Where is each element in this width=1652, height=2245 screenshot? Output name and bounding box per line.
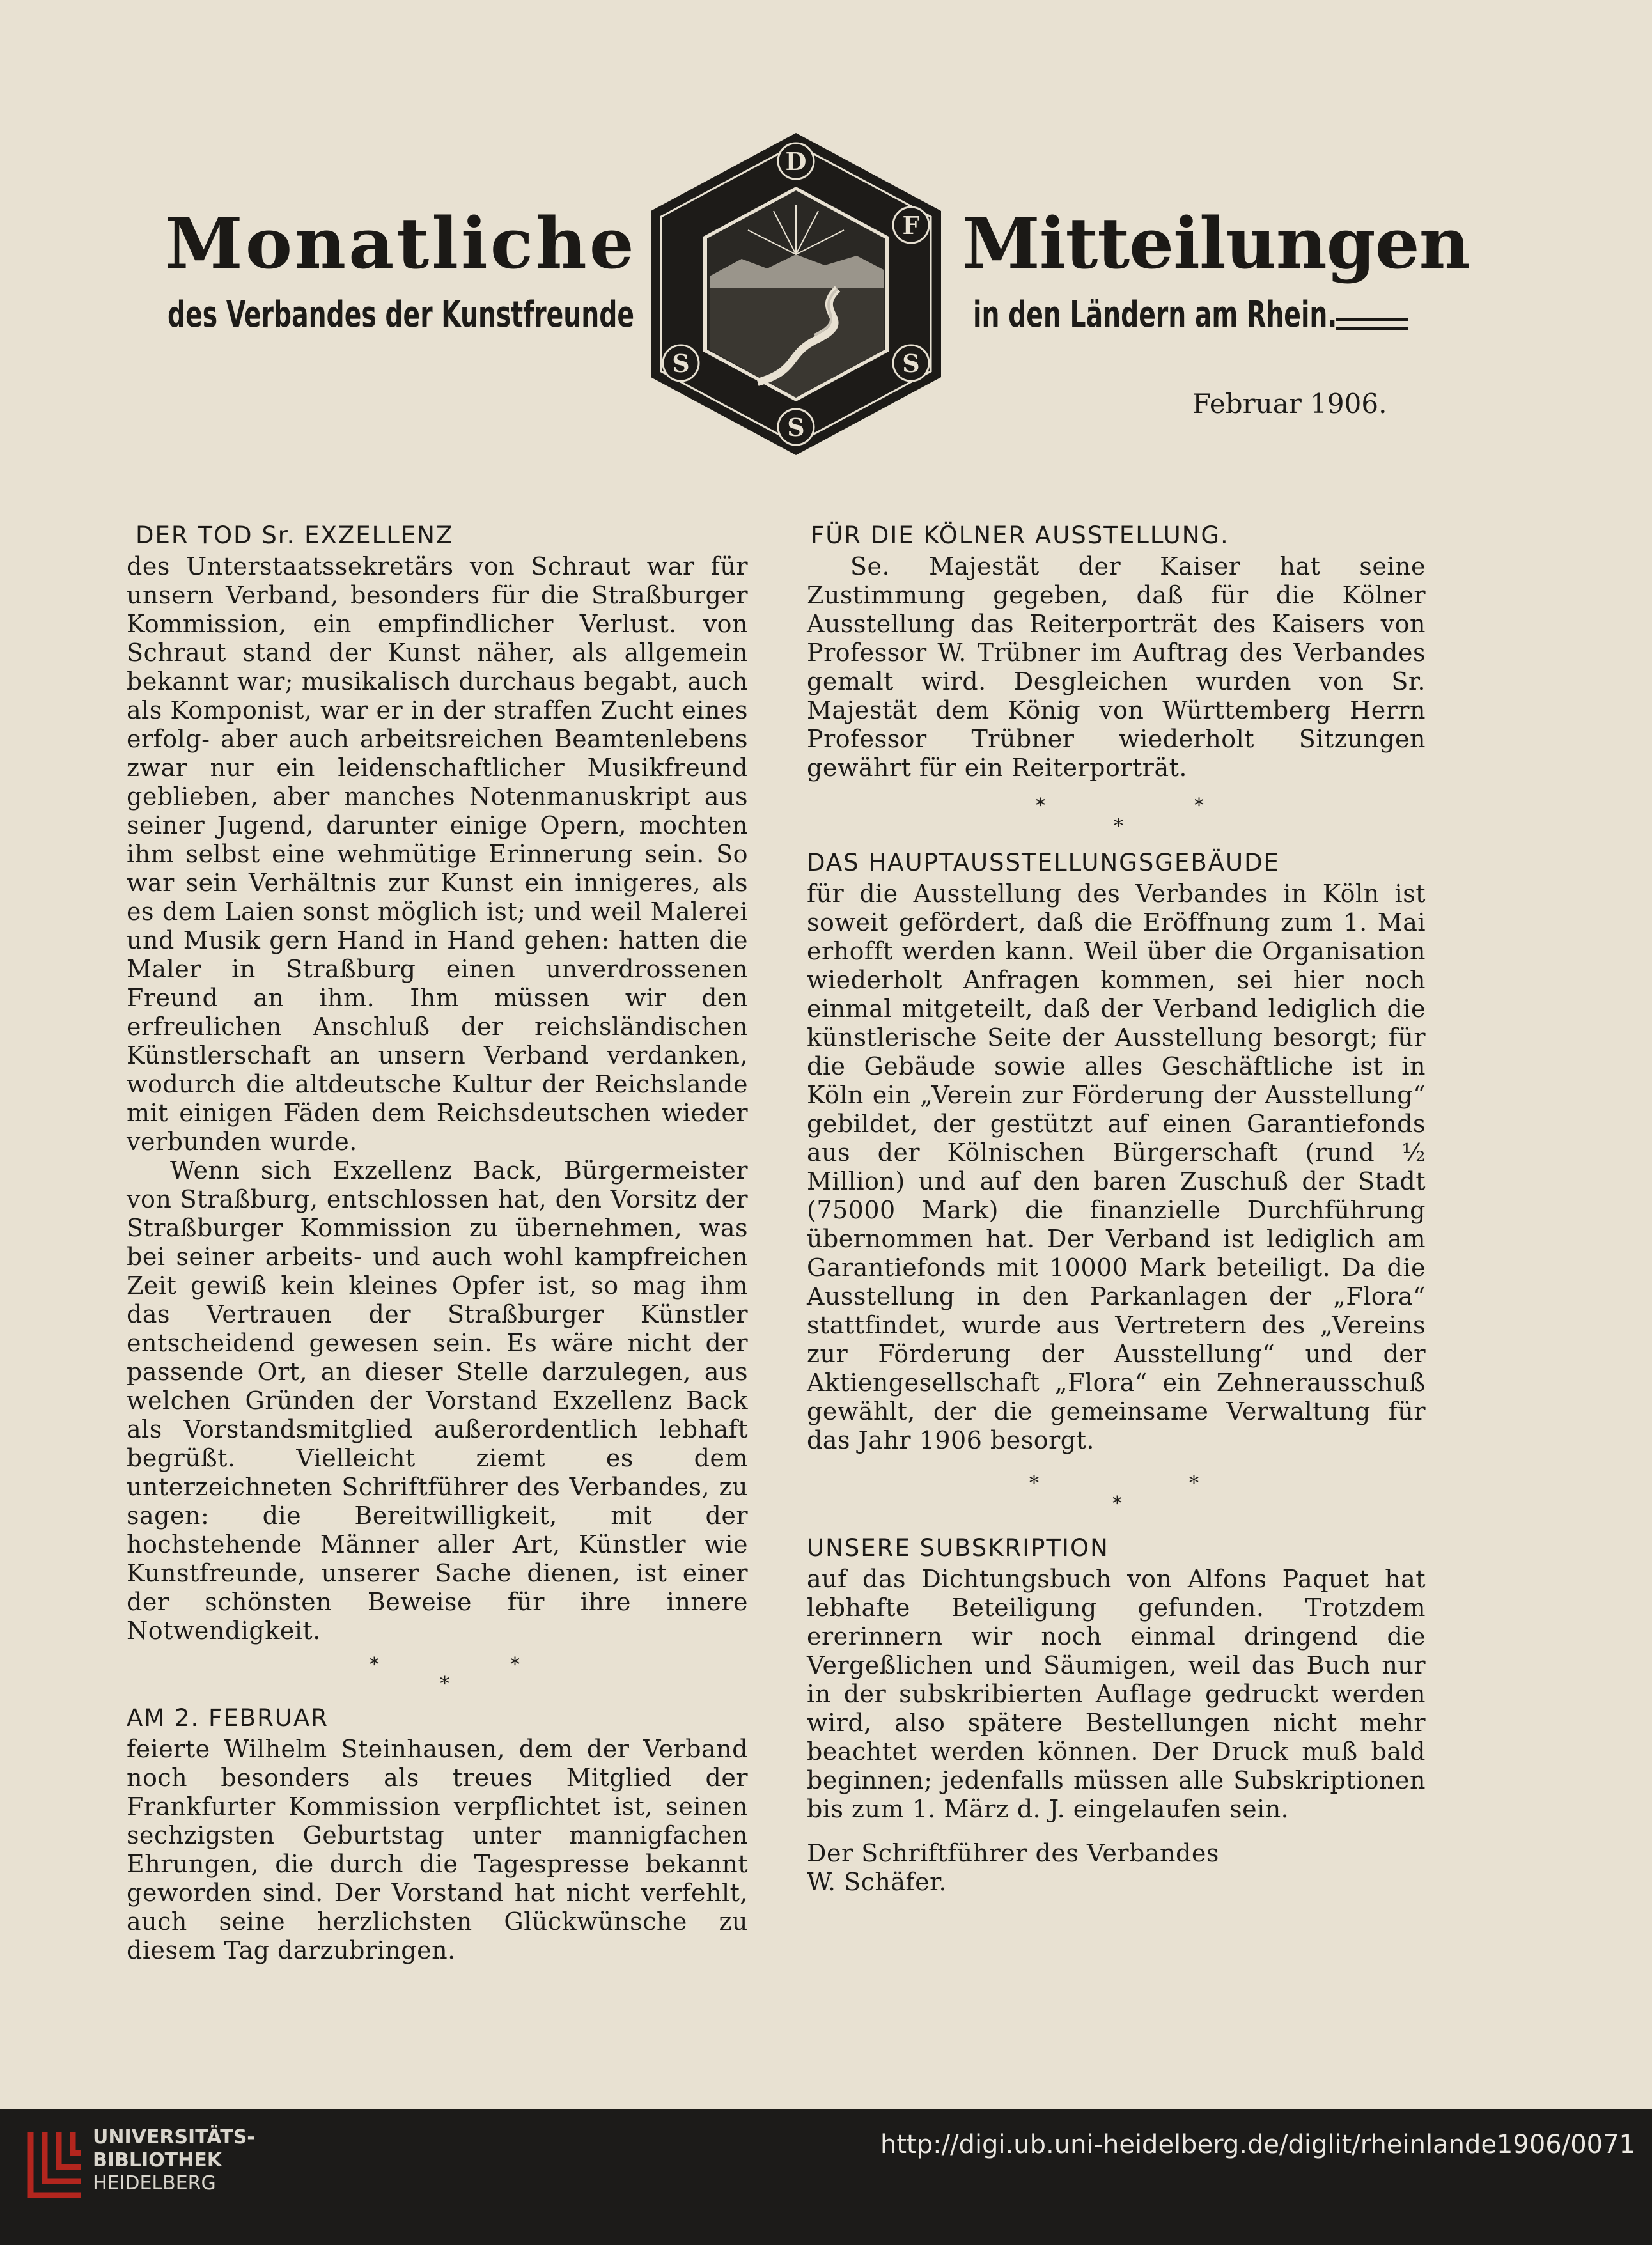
- title-monatliche: Monatliche: [165, 202, 637, 284]
- section-separator: [807, 782, 1426, 846]
- paragraph-hauptausstellungsgebaeude: für die Ausstellung des Verbandes in Köln ist soweit gefördert, daß die Eröffnung zum 1. Mai erhofft werden kann. Weil über die Organisation wiederholt Anfragen kommen, sei hier noch einmal mitgeteilt, daß der Verband lediglich die künstlerische Seite der Ausstellung besorgt; für die Gebäude sowie alles Geschäftliche ist in Köln ein „Verein zur Förderung der Ausstellung“ gebildet, der gestützt auf einen Garantiefonds aus der Kölnischen Bürgerschaft (rund ½ Million) und auf den baren Zuschuß der Stadt (75000 Mark) die finanzielle Durchführung übernommen hat. Der Verband ist lediglich am Garantiefonds mit 10000 Mark beteiligt. Da die Ausstellung in den Parkanlagen der „Flora“ stattfindet, wurde aus Vertretern des „Vereins zur Förderung der Ausstellung“ und der Aktiengesellschaft „Flora“ ein Zehnerausschuß gewählt, der die gemeinsame Verwaltung für das Jahr 1906 besorgt.: [807, 880, 1426, 1454]
- paragraph-exzellenz-back: Wenn sich Exzellenz Back, Bürgermeister von Straßburg, entschlossen hat, den Vorsitz der Straßburger Kommission zu übernehmen, was bei seiner arbeits- und auch wohl kampfreichen Zeit gewiß kein kleines Opfer ist, so mag ihm das Vertrauen der Straßburger Künstler entscheidend gewesen sein. Es wäre nicht der passende Ort, an dieser Stelle darzulegen, aus welchen Gründen der Vorstand Exzellenz Back als Vorstandsmitglied außerordentlich lebhaft begrüßt. Vielleicht ziemt es dem unterzeichneten Schriftführer des Verbandes, zu sagen: die Bereitwilligkeit, mit der hochstehende Männer aller Art, Künstler wie Kunstfreunde, unserer Sache dienen, ist einer der schönsten Beweise für ihre innere Notwendigkeit.: [127, 1156, 748, 1645]
- subtitle-rhein: in den Ländern am Rhein.: [973, 294, 1337, 336]
- svg-text:D: D: [785, 147, 807, 176]
- signature-name: W. Schäfer.: [807, 1868, 947, 1896]
- library-logo-icon: [19, 2124, 90, 2207]
- separator-star: *: [1036, 795, 1045, 817]
- svg-text:S: S: [672, 349, 690, 378]
- separator-star: *: [1029, 1472, 1039, 1495]
- svg-text:S: S: [902, 349, 920, 378]
- library-line-1: UNIVERSITÄTS-: [93, 2126, 255, 2148]
- title-mitteilungen: Mitteilungen: [962, 202, 1470, 284]
- svg-text:S: S: [787, 413, 805, 442]
- emblem-icon: [646, 128, 946, 460]
- right-column: [807, 519, 1426, 1897]
- issue-date: Februar 1906.: [1192, 388, 1387, 419]
- source-url-link[interactable]: http://digi.ub.uni-heidelberg.de/diglit/rheinlande1906/0071: [880, 2130, 1635, 2159]
- subtitle-verband: des Verbandes der Kunstfreunde: [168, 294, 635, 336]
- signature-title: Der Schriftführer des Verbandes: [807, 1839, 1219, 1867]
- heading-tod-exzellenz: DER TOD Sr. EXZELLENZ: [136, 522, 454, 549]
- paragraph-steinhausen: feierte Wilhelm Steinhausen, dem der Verband noch besonders als treues Mitglied der Frankfurter Kommission verpflichtet ist, seinen sechzigsten Geburtstag unter mannigfachen Ehrungen, die durch die Tagespresse bekannt geworden sind. Der Vorstand hat nicht verfehlt, auch seine herzlichsten Glückwünsche zu diesem Tag darzubringen.: [127, 1735, 748, 1964]
- heading-subskription: UNSERE SUBSKRIPTION: [807, 1534, 1109, 1562]
- svg-text:F: F: [902, 211, 920, 240]
- separator-star: *: [1114, 815, 1123, 837]
- separator-star: *: [1112, 1493, 1122, 1515]
- heading-hauptausstellungsgebaeude: DAS HAUPTAUSSTELLUNGSGEBÄUDE: [807, 849, 1280, 876]
- section-separator: [127, 1645, 748, 1702]
- separator-star: *: [1189, 1472, 1199, 1495]
- separator-star: *: [1194, 795, 1204, 817]
- separator-star: *: [370, 1654, 379, 1676]
- heading-am-2-februar: AM 2. FEBRUAR: [127, 1704, 329, 1732]
- left-column: [127, 519, 748, 1965]
- double-rule-divider: [1336, 318, 1408, 330]
- paragraph-schraut: des Unterstaatssekretärs von Schraut war für unsern Verband, besonders für die Straßburger Kommission, ein empfindlicher Verlust. von Schraut stand der Kunst näher, als allgemein bekannt war; musikalisch durchaus begabt, auch als Komponist, war er in der straffen Zucht eines erfolg- aber auch arbeitsreichen Beamtenlebens zwar nur ein leidenschaftlicher Musikfreund geblieben, aber manches Notenmanuskript aus seiner Jugend, darunter einige Opern, mochten ihm selbst eine wehmütige Erinnerung sein. So war sein Verhältnis zur Kunst ein innigeres, als es dem Laien sonst möglich ist; und weil Malerei und Musik gern Hand in Hand gehen: hatten die Maler in Straßburg einen unverdrossenen Freund an ihm. Ihm müssen wir den erfreulichen Anschluß der reichsländischen Künstlerschaft an unsern Verband verdanken, wodurch die altdeutsche Kultur der Reichslande mit einigen Fäden dem Reichsdeutschen wieder verbunden wurde.: [127, 552, 748, 1156]
- library-name: [93, 2126, 255, 2195]
- paragraph-reiterportraet: Se. Majestät der Kaiser hat seine Zustimmung gegeben, daß für die Kölner Ausstellung das Reiterporträt des Kaisers von Professor W. Trübner im Auftrag des Verbandes gemalt wird. Desgleichen wurden von Sr. Majestät dem König von Württemberg Herrn Professor Trübner wiederholt Sitzungen gewährt für ein Reiterporträt.: [807, 552, 1426, 782]
- library-line-2: BIBLIOTHEK: [93, 2149, 222, 2171]
- separator-star: *: [440, 1673, 449, 1695]
- heading-koelner-ausstellung: FÜR DIE KÖLNER AUSSTELLUNG.: [811, 522, 1229, 549]
- separator-star: *: [510, 1654, 520, 1676]
- library-line-3: HEIDELBERG: [93, 2172, 216, 2195]
- paragraph-subskription: auf das Dichtungsbuch von Alfons Paquet hat lebhafte Beteiligung gefunden. Trotzdem ererinnern wir noch einmal dringend die Vergeßlichen und Säumigen, weil das Buch nur in der subskribierten Auflage gedruckt werden wird, also spätere Bestellungen nicht mehr beachtet werden können. Der Druck muß bald beginnen; jedenfalls müssen alle Subskriptionen bis zum 1. März d. J. eingelaufen sein.: [807, 1565, 1426, 1823]
- section-separator: [807, 1455, 1426, 1532]
